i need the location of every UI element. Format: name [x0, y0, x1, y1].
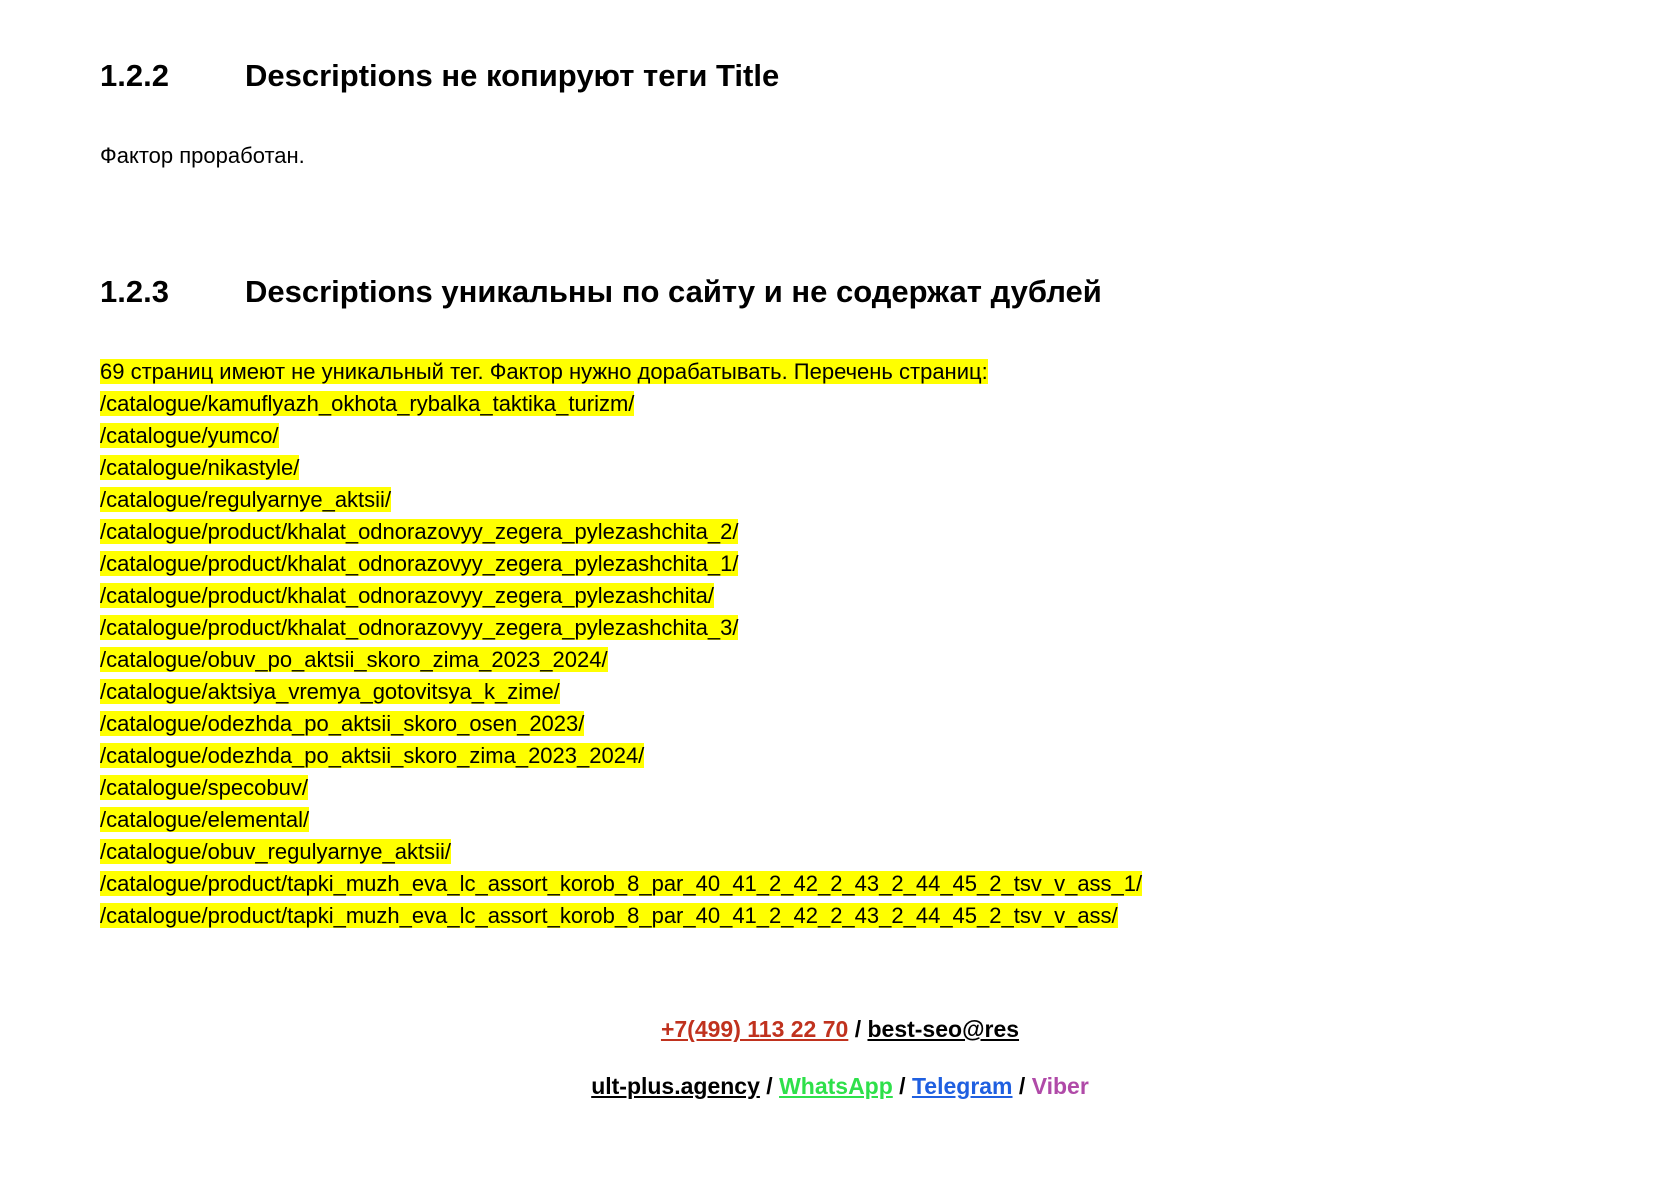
page-url: /catalogue/product/tapki_muzh_eva_lc_assort_korob_8_par_40_41_2_42_2_43_2_44_45_2_tsv_v_ass/	[100, 903, 1118, 928]
page-list-item	[100, 644, 1142, 676]
email-link[interactable]: best-seo@res	[867, 1016, 1020, 1042]
intro-text: 69 страниц имеют не уникальный тег. Фактор нужно дорабатывать. Перечень страниц:	[100, 359, 988, 384]
telegram-link[interactable]: Telegram	[911, 1073, 1013, 1099]
page-list-item	[100, 612, 1142, 644]
page-url: /catalogue/product/khalat_odnorazovyy_zegera_pylezashchita_2/	[100, 519, 739, 544]
page-list-item	[100, 772, 1142, 804]
page-url: /catalogue/regulyarnye_aktsii/	[100, 487, 392, 512]
page-url: /catalogue/product/khalat_odnorazovyy_zegera_pylezashchita_1/	[100, 551, 739, 576]
page-list-item	[100, 420, 1142, 452]
page-list-item	[100, 452, 1142, 484]
page-url: /catalogue/obuv_po_aktsii_skoro_zima_2023_2024/	[100, 647, 608, 672]
duplicate-pages-block	[100, 356, 1142, 932]
page-url: /catalogue/specobuv/	[100, 775, 308, 800]
page-url: /catalogue/yumco/	[100, 423, 279, 448]
page-url: /catalogue/product/khalat_odnorazovyy_zegera_pylezashchita_3/	[100, 615, 739, 640]
page-list-item	[100, 740, 1142, 772]
page-list-item	[100, 804, 1142, 836]
page-url: /catalogue/kamuflyazh_okhota_rybalka_taktika_turizm/	[100, 391, 635, 416]
phone-link[interactable]: +7(499) 113 22 70	[660, 1016, 849, 1042]
section-number: 1.2.2	[100, 58, 169, 93]
page-list-item	[100, 676, 1142, 708]
section-title: Descriptions не копируют теги Title	[245, 58, 780, 93]
separator: /	[1018, 1073, 1026, 1099]
page-url: /catalogue/odezhda_po_aktsii_skoro_osen_2023/	[100, 711, 585, 736]
page-list-item	[100, 484, 1142, 516]
page-url: /catalogue/product/khalat_odnorazovyy_zegera_pylezashchita/	[100, 583, 714, 608]
footer-contacts-line-2	[0, 1070, 1680, 1102]
separator: /	[766, 1073, 773, 1099]
whatsapp-link[interactable]: WhatsApp	[779, 1073, 893, 1099]
page-list-item	[100, 900, 1142, 932]
page-url: /catalogue/odezhda_po_aktsii_skoro_zima_2023_2024/	[100, 743, 645, 768]
section-text: Фактор проработан.	[100, 143, 305, 168]
page-list-item	[100, 388, 1142, 420]
section-heading-1-2-3	[100, 273, 1102, 311]
viber-link[interactable]: Viber	[1031, 1073, 1089, 1099]
separator: /	[899, 1073, 906, 1099]
page-list-item	[100, 516, 1142, 548]
page-url: /catalogue/obuv_regulyarnye_aktsii/	[100, 839, 452, 864]
email-link-continued[interactable]: ult-plus.agency	[591, 1073, 760, 1099]
page-url: /catalogue/aktsiya_vremya_gotovitsya_k_zime/	[100, 679, 560, 704]
page-url: /catalogue/product/tapki_muzh_eva_lc_assort_korob_8_par_40_41_2_42_2_43_2_44_45_2_tsv_v_ass_1/	[100, 871, 1143, 896]
page-url: /catalogue/elemental/	[100, 807, 310, 832]
intro-line	[100, 356, 1142, 388]
section-heading-1-2-2	[100, 57, 779, 95]
page-list-item	[100, 580, 1142, 612]
page-list-item	[100, 708, 1142, 740]
separator: /	[854, 1016, 862, 1042]
section-title: Descriptions уникальны по сайту и не содержат дублей	[245, 274, 1102, 309]
page-list-item	[100, 836, 1142, 868]
footer-contacts-line-1	[0, 1013, 1680, 1045]
page-url: /catalogue/nikastyle/	[100, 455, 300, 480]
page-list-item	[100, 548, 1142, 580]
section-number: 1.2.3	[100, 274, 169, 309]
page-list-item	[100, 868, 1142, 900]
